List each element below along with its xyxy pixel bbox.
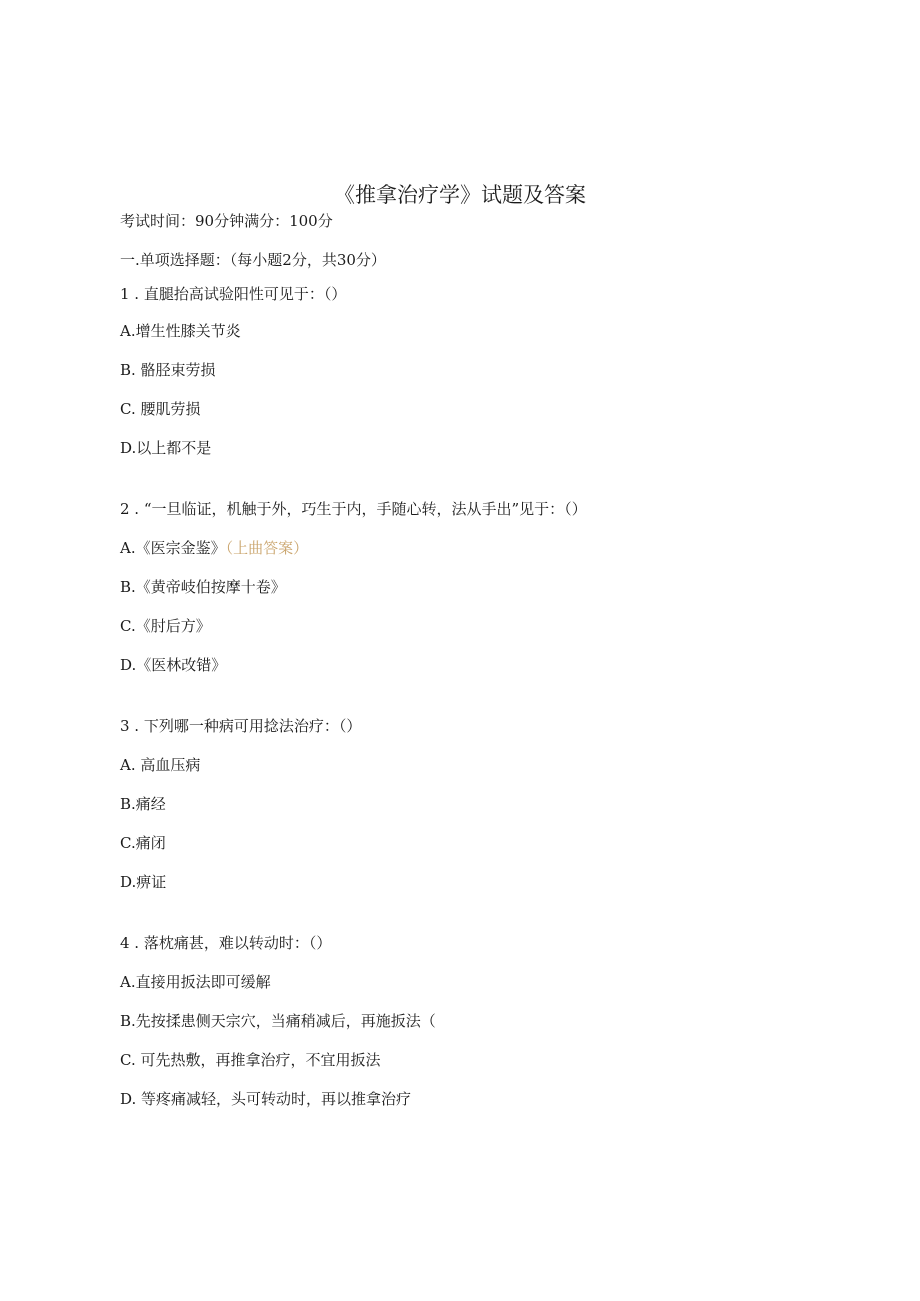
exam-info: 考试时间：90分钟满分：100分 [120, 212, 333, 230]
page-title: 《推拿治疗学》试题及答案 [334, 183, 586, 207]
option-a: A.直接用扳法即可缓解 [120, 973, 271, 991]
option-d: D. 等疼痛减轻，头可转动时，再以推拿治疗 [120, 1090, 412, 1108]
answer-hint: （上曲答案） [225, 539, 309, 557]
option-a: A.增生性膝关节炎 [120, 322, 241, 340]
option-c: C.痛闭 [120, 834, 166, 852]
option-c: C. 可先热敷，再推拿治疗，不宜用扳法 [120, 1051, 381, 1069]
option-a-line [120, 537, 308, 559]
option-d: D.以上都不是 [120, 439, 212, 457]
option-a: A. 高血压病 [120, 756, 201, 774]
option-c: C. 腰肌劳损 [120, 400, 201, 418]
section-heading: 一.单项选择题：（每小题2分，共30分） [120, 251, 386, 269]
option-d: D.痹证 [120, 873, 167, 891]
option-b: B. 骼胫束劳损 [120, 361, 216, 379]
option-b: B.痛经 [120, 795, 166, 813]
option-a: A.《医宗金鉴》 [120, 539, 226, 557]
question-stem: 3 . 下列哪一种病可用捻法治疗：（） [120, 717, 362, 735]
question-stem: 4 . 落枕痛甚，难以转动时：（） [120, 934, 332, 952]
option-b: B.先按揉患侧天宗穴，当痛稍减后，再施扳法（ [120, 1012, 436, 1030]
option-d: D.《医林改错》 [120, 656, 227, 674]
option-b: B.《黄帝岐伯按摩十卷》 [120, 578, 286, 596]
option-c: C.《肘后方》 [120, 617, 211, 635]
question-stem: 2 . “一旦临证，机触于外，巧生于内，手随心转，法从手出”见于：（） [120, 500, 587, 518]
question-stem: 1 . 直腿抬高试验阳性可见于：（） [120, 285, 347, 303]
